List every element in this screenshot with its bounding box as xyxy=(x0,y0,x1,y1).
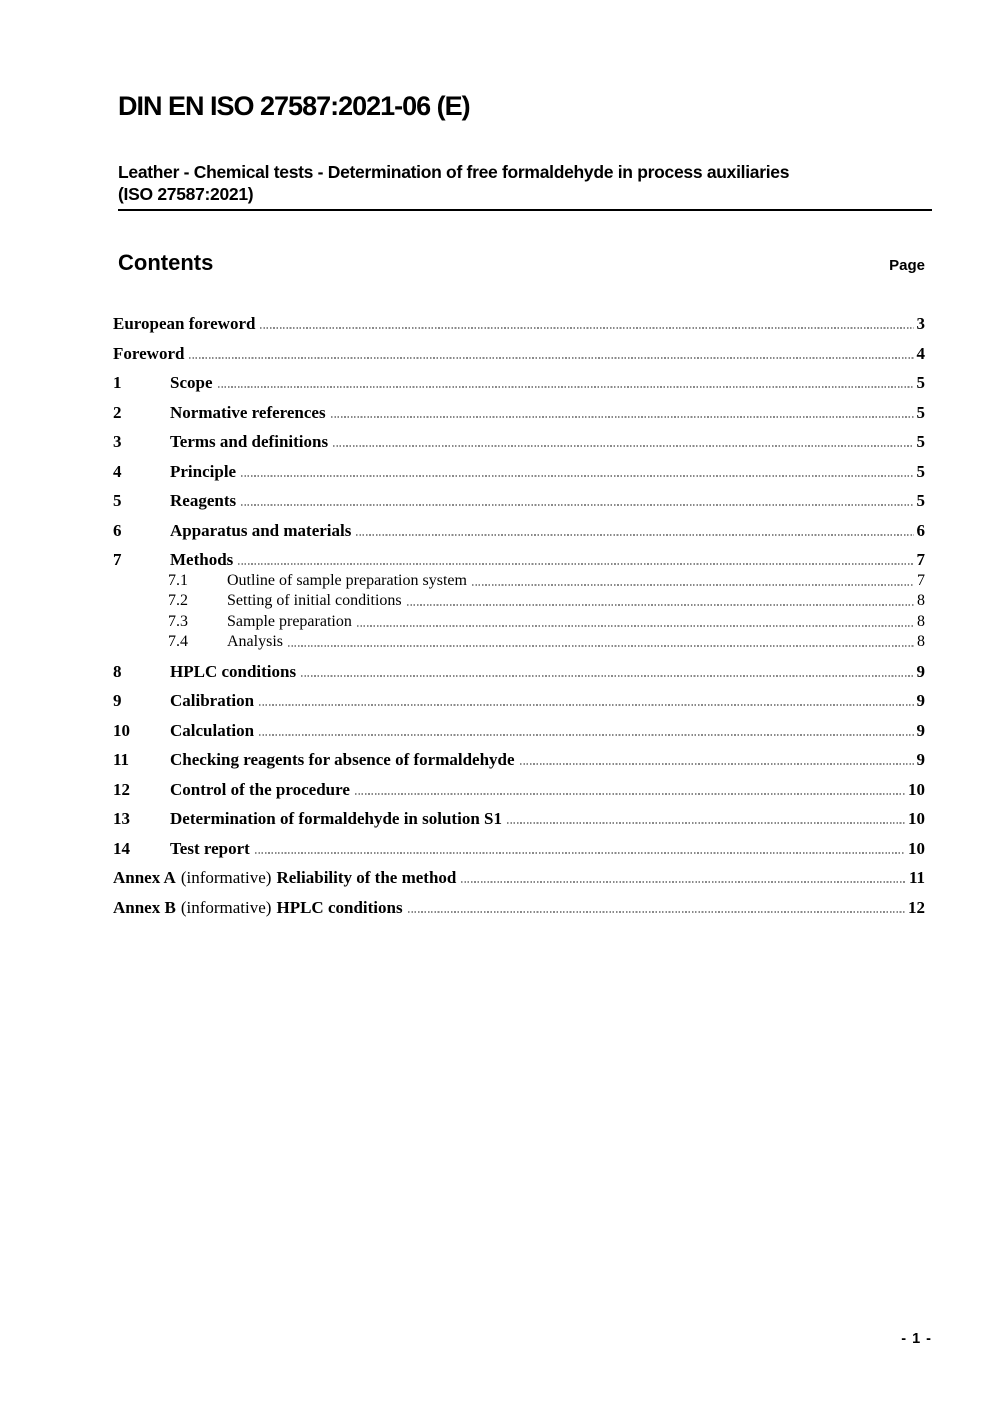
toc-entry-number: 9 xyxy=(113,691,122,710)
toc-entry xyxy=(113,810,925,827)
toc-dot-leader xyxy=(241,475,913,477)
contents-header-bar xyxy=(118,250,925,276)
toc-entry-page-number: 8 xyxy=(917,612,925,630)
standard-number: DIN EN ISO 27587:2021-06 (E) xyxy=(118,91,470,121)
toc-entry-page-number: 9 xyxy=(916,691,925,710)
toc-dot-leader xyxy=(238,563,913,565)
toc-dot-leader xyxy=(355,793,905,795)
toc-entry-page-number: 5 xyxy=(916,432,925,451)
toc-entry-title: Outline of sample preparation system xyxy=(227,571,467,589)
toc-entry-number: 7.4 xyxy=(168,633,188,650)
toc-entry-page-number: 11 xyxy=(908,868,925,887)
toc-entry-page-number: 7 xyxy=(917,571,925,589)
toc-entry-number: 5 xyxy=(113,491,122,510)
toc-entry-page-number: 4 xyxy=(916,343,925,363)
toc-entry-title: Principle xyxy=(170,461,237,481)
toc-entry-page-number: 8 xyxy=(917,592,925,609)
toc-dot-leader xyxy=(507,822,905,824)
toc-entry-number: 10 xyxy=(113,720,130,740)
toc-annex-label: Annex A xyxy=(113,868,176,887)
toc-entry-page-number: 5 xyxy=(916,491,925,510)
toc-entry xyxy=(113,551,925,568)
toc-entry-title: Scope xyxy=(170,373,213,392)
toc-dot-leader xyxy=(241,504,913,506)
toc-entry-page-number: 5 xyxy=(916,402,925,422)
toc-entry-number: 7.1 xyxy=(168,571,188,589)
toc-entry-number: 12 xyxy=(113,779,130,799)
toc-annex-qualifier: (informative) xyxy=(180,897,272,917)
toc-entry xyxy=(113,374,925,391)
toc-entry xyxy=(113,522,925,539)
toc-entry xyxy=(113,781,925,798)
toc-dot-leader xyxy=(472,584,914,586)
toc-entry-number: 1 xyxy=(113,373,122,392)
toc-entry-page-number: 9 xyxy=(916,750,925,769)
toc-entry-title: HPLC conditions xyxy=(170,661,297,681)
toc-entry-number: 11 xyxy=(113,750,130,769)
toc-dot-leader xyxy=(357,625,914,627)
toc-entry-title: Apparatus and materials xyxy=(170,520,352,540)
toc-entry-title: Test report xyxy=(170,838,250,858)
toc-dot-leader xyxy=(461,881,906,883)
toc-dot-leader xyxy=(259,734,913,736)
toc-entry-page-number: 3 xyxy=(916,314,925,333)
toc-entry xyxy=(113,840,925,857)
toc-annex-label: Annex B xyxy=(113,897,176,917)
toc-entry xyxy=(113,899,925,916)
toc-dot-leader xyxy=(356,534,913,536)
toc-entry-page-number: 12 xyxy=(908,897,925,917)
toc-entry-page-number: 9 xyxy=(916,661,925,681)
document-title-line1: Leather - Chemical tests - Determination of free formaldehyde in process auxiliaries xyxy=(118,162,790,182)
toc-entry-number: 2 xyxy=(113,402,122,422)
toc-entry-page-number: 9 xyxy=(916,720,925,740)
toc-dot-leader xyxy=(407,604,914,606)
toc-entry-title: Foreword xyxy=(113,343,185,363)
toc-entry-title: Checking reagents for absence of formaldehyde xyxy=(170,750,515,769)
toc-entry-page-number: 6 xyxy=(916,520,925,540)
toc-dot-leader xyxy=(520,763,914,765)
toc-entry xyxy=(168,634,925,650)
toc-entry-number: 6 xyxy=(113,520,122,540)
toc-entry-number: 14 xyxy=(113,838,130,858)
toc-entry xyxy=(113,492,925,509)
toc-dot-leader xyxy=(301,675,913,677)
toc-dot-leader xyxy=(218,386,914,388)
document-title xyxy=(118,162,933,205)
toc-entry xyxy=(113,663,925,680)
toc-entry xyxy=(168,614,925,630)
title-divider-rule xyxy=(118,209,932,211)
toc-entry-number: 7.2 xyxy=(168,592,188,609)
document-title-line2: (ISO 27587:2021) xyxy=(118,183,254,204)
toc-dot-leader xyxy=(333,445,913,447)
toc-entry-title: Control of the procedure xyxy=(170,779,350,799)
toc-dot-leader xyxy=(255,852,905,854)
toc-entry-number: 7.3 xyxy=(168,612,188,630)
toc-entry xyxy=(113,315,925,332)
toc-entry xyxy=(113,404,925,421)
toc-entry-page-number: 8 xyxy=(917,633,925,650)
toc-entry xyxy=(113,751,925,768)
toc-entry-page-number: 5 xyxy=(916,373,925,392)
toc-list xyxy=(113,315,925,916)
toc-entry-title: Setting of initial conditions xyxy=(227,592,402,609)
toc-entry-title: European foreword xyxy=(113,314,256,333)
toc-entry xyxy=(113,345,925,362)
toc-entry xyxy=(113,869,925,886)
contents-heading: Contents xyxy=(118,250,214,275)
toc-entry-page-number: 7 xyxy=(916,550,925,569)
toc-entry-number: 4 xyxy=(113,461,122,481)
toc-annex-qualifier: (informative) xyxy=(180,868,272,887)
toc-entry-number: 3 xyxy=(113,432,122,451)
toc-entry-title: HPLC conditions xyxy=(276,897,403,917)
toc-entry-number: 7 xyxy=(113,550,122,569)
toc-entry-page-number: 10 xyxy=(908,779,925,799)
toc-entry-title: Terms and definitions xyxy=(170,432,329,451)
toc-entry-page-number: 10 xyxy=(908,809,925,828)
toc-entry xyxy=(113,433,925,450)
toc-entry-title: Reagents xyxy=(170,491,237,510)
toc-entry xyxy=(168,573,925,589)
toc-dot-leader xyxy=(408,911,905,913)
toc-dot-leader xyxy=(331,416,914,418)
toc-dot-leader xyxy=(189,357,913,359)
toc-entry-title: Determination of formaldehyde in solution S1 xyxy=(170,809,502,828)
toc-entry-title: Methods xyxy=(170,550,234,569)
toc-entry xyxy=(113,722,925,739)
page-column-label: Page xyxy=(889,257,925,274)
toc-entry-number: 8 xyxy=(113,661,122,681)
toc-entry xyxy=(113,463,925,480)
toc-dot-leader xyxy=(288,645,914,647)
toc-entry-title: Sample preparation xyxy=(227,612,352,630)
toc-dot-leader xyxy=(259,704,913,706)
toc-entry-title: Normative references xyxy=(170,402,326,422)
toc-entry-page-number: 10 xyxy=(908,838,925,858)
toc-entry xyxy=(168,593,925,609)
toc-dot-leader xyxy=(260,327,913,329)
toc-entry-title: Calculation xyxy=(170,720,255,740)
toc-entry-page-number: 5 xyxy=(916,461,925,481)
toc-entry-title: Analysis xyxy=(227,633,283,650)
footer-page-number: - 1 - xyxy=(901,1331,932,1347)
toc-entry-number: 13 xyxy=(113,809,130,828)
toc-entry-title: Reliability of the method xyxy=(276,868,457,887)
toc-entry-title: Calibration xyxy=(170,691,255,710)
toc-entry xyxy=(113,692,925,709)
